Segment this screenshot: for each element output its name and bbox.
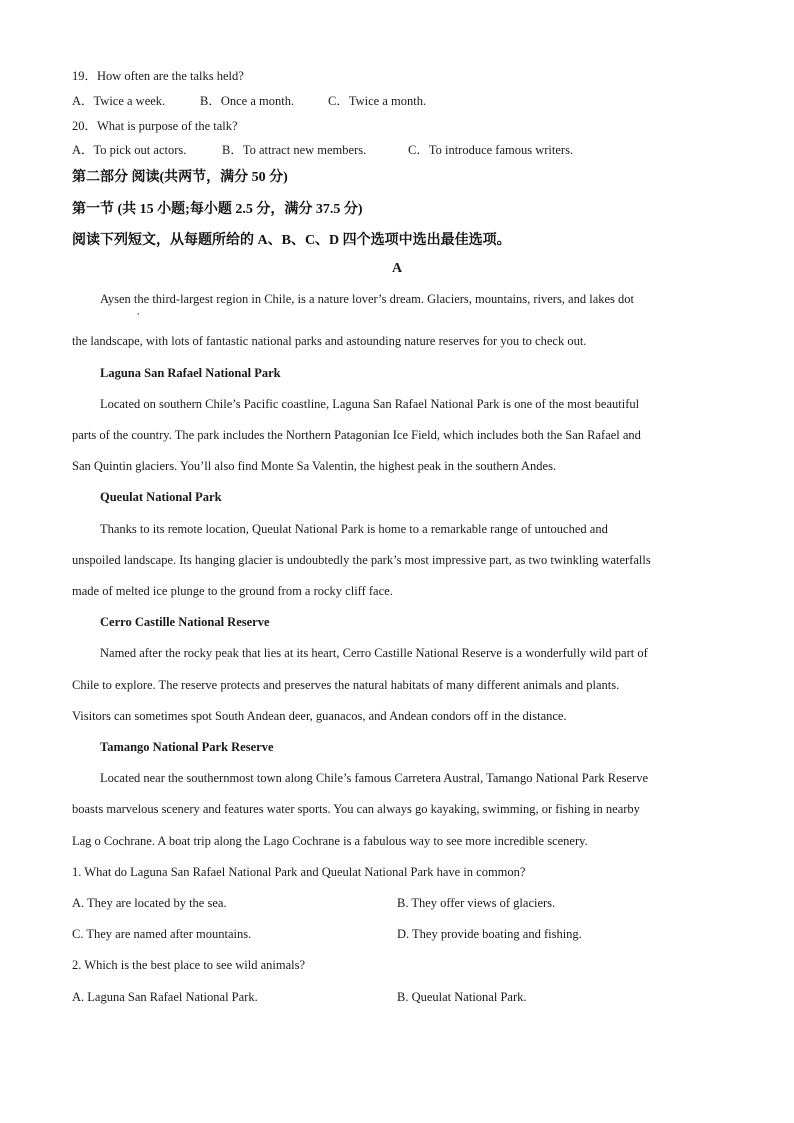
section-one-heading: 第一节 (共 15 小题;每小题 2.5 分，满分 37.5 分) (72, 202, 363, 217)
q19-option-c: C．Twice a month. (328, 94, 427, 108)
question-1: 1. What do Laguna San Rafael National Park and Queulat National Park have in common? (72, 865, 526, 879)
park-heading-queulat: Queulat National Park (100, 490, 222, 504)
passage-letter: A (391, 261, 403, 276)
cerro-line-2: Chile to explore. The reserve protects and preserves the natural habitats of many different animals and plants. (72, 678, 620, 692)
question-2: 2. Which is the best place to see wild animals? (72, 958, 306, 972)
q1-option-d: D. They provide boating and fishing. (397, 927, 582, 941)
q2-option-b: B. Queulat National Park. (397, 990, 527, 1004)
tamango-line-3: Lag o Cochrane. A boat trip along the Lago Cochrane is a fabulous way to see more incredible scenery. (72, 834, 588, 848)
laguna-line-2: parts of the country. The park includes the Northern Patagonian Ice Field, which includes both the San Rafael and (72, 428, 641, 442)
question-20: 20．What is purpose of the talk? (72, 119, 238, 133)
cerro-line-1: Named after the rocky peak that lies at its heart, Cerro Castille National Reserve is a wonderfully wild part of (100, 646, 648, 660)
q20-option-b: B．To attract new members. (222, 143, 367, 157)
cerro-line-3: Visitors can sometimes spot South Andean deer, guanacos, and Andean condors off in the distance. (72, 709, 567, 723)
park-heading-cerro-castille: Cerro Castille National Reserve (100, 615, 270, 629)
tamango-line-1: Located near the southernmost town along Chile’s famous Carretera Austral, Tamango National Park Reserve (100, 771, 649, 785)
tamango-line-2: boasts marvelous scenery and features water sports. You can always go kayaking, swimming, or fishing in nearby (72, 802, 640, 816)
question-19: 19．How often are the talks held? (72, 69, 244, 83)
intro-line-2: the landscape, with lots of fantastic national parks and astounding nature reserves for you to check out. (72, 334, 587, 348)
part-two-heading: 第二部分 阅读(共两节，满分 50 分) (72, 170, 288, 185)
q1-option-c: C. They are named after mountains. (72, 927, 252, 941)
q20-option-a: A．To pick out actors. (72, 143, 187, 157)
queulat-line-2: unspoiled landscape. Its hanging glacier is undoubtedly the park’s most impressive part, as two twinkling waterfalls (72, 553, 651, 567)
park-heading-tamango: Tamango National Park Reserve (100, 740, 274, 754)
intro-comma-mark: , (137, 306, 140, 316)
q20-option-c: C．To introduce famous writers. (408, 143, 574, 157)
q1-option-a: A. They are located by the sea. (72, 896, 227, 910)
intro-line-1: Aysen the third-largest region in Chile, is a nature lover’s dream. Glaciers, mountains, rivers, and lakes dot (100, 292, 635, 306)
q19-option-a: A．Twice a week. (72, 94, 166, 108)
q1-option-b: B. They offer views of glaciers. (397, 896, 556, 910)
q19-option-b: B．Once a month. (200, 94, 295, 108)
laguna-line-1: Located on southern Chile’s Pacific coastline, Laguna San Rafael National Park is one of the most beautiful (100, 397, 640, 411)
reading-instructions: 阅读下列短文，从每题所给的 A、B、C、D 四个选项中选出最佳选项。 (72, 233, 511, 248)
laguna-line-3: San Quintin glaciers. You’ll also find Monte Sa Valentin, the highest peak in the southern Andes. (72, 459, 557, 473)
park-heading-laguna: Laguna San Rafael National Park (100, 366, 281, 380)
q2-option-a: A. Laguna San Rafael National Park. (72, 990, 258, 1004)
queulat-line-3: made of melted ice plunge to the ground from a rocky cliff face. (72, 584, 393, 598)
queulat-line-1: Thanks to its remote location, Queulat National Park is home to a remarkable range of untouched and (100, 522, 608, 536)
